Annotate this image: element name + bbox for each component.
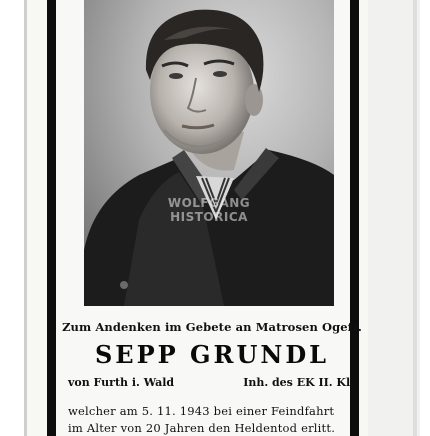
portrait-photo [84, 0, 334, 306]
watermark-line-2: HISTORICA [170, 210, 248, 224]
watermark [84, 196, 334, 224]
origin-text: von Furth i. Wald [68, 376, 175, 389]
scan-edge-line [413, 0, 417, 436]
award-text: Inh. des EK II. Kl. [243, 376, 354, 389]
dedication-line: Zum Andenken im Gebete an Matrosen Ogefr. [62, 320, 362, 334]
body-line-2: im Alter von 20 Jahren den Heldentod erlitt. [68, 421, 336, 435]
deceased-name: SEPP GRUNDL [94, 340, 330, 369]
body-line-1: welcher am 5. 11. 1943 bei einer Feindfahrt [68, 404, 335, 418]
watermark-line-1: WOLFGANG [167, 196, 251, 210]
portrait-drawing [84, 0, 334, 306]
paper-edge [24, 0, 27, 436]
